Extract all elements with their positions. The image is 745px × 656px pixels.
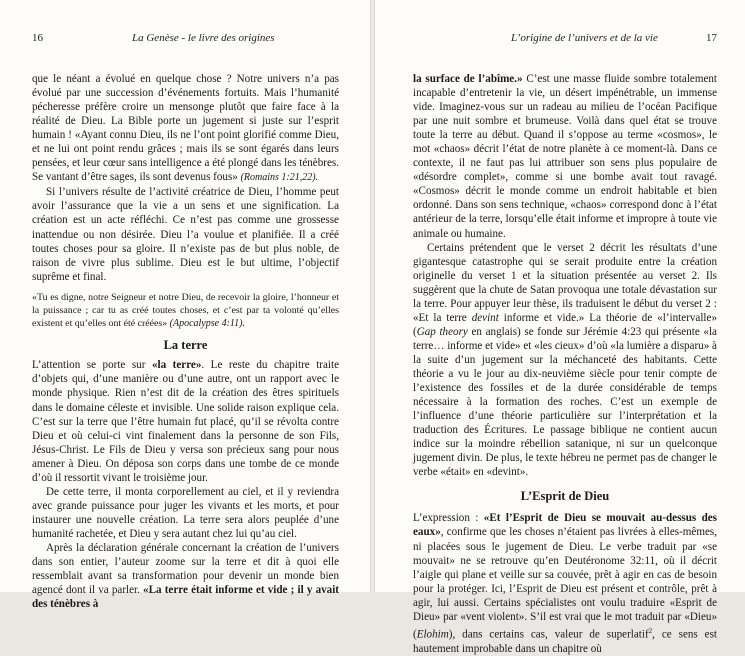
right-paragraph-3: L’expression : «Et l’Esprit de Dieu se mouvait au-dessus des eaux», confirme que les choses n’étaient pas livrées à elles-mêmes, ni placées sous le jugement de Dieu. Le verbe traduit par «se mouvait» ne se retrouve qu’en Deutéronome 32:11, où il décrit l’aigle qui plane et veille sur sa couvée, prêt à agir en cas de besoin pour la protéger. Ici, l’Esprit de Dieu est présent et contrôle, prêt à agir, lui aussi. Certains spécialistes ont voulu traduire «Esprit de Dieu» par «vent violent». S’il est vrai que le mot traduit par «Dieu» (Elohim), dans certains cas, valeur de superlatif$^2$, ce sens est hautement improbable dans un chapitre où [413, 512, 718, 655]
quote-reference: (Apocalypse 4:11). [169, 318, 245, 330]
section-heading-esprit-de-dieu: L’Esprit de Dieu [520, 489, 610, 504]
right-paragraph-1: la surface de l’abîme.» C’est une masse fluide sombre totalement incapable d’entretenir la vie, un désert impénétrable, un immense vide. Imaginez-vous sur un radeau au milieu de l’océan Pacifique par une nuit sombre et brumeuse. Voilà dans quel état se trouve toute la terre au début. Quand il s’oppose au terme «cosmos», le mot «chaos» décrit l’état de notre planète à ce moment-là. Dans ce contexte, il ne faut pas lui attribuer son sens plus populaire de «désordre complet», comme si une bombe avait tout ravagé. «Cosmos» décrit le monde comme un endroit habitable et bien ordonné. Dans son sens technique, «chaos» correspond donc à l’état antérieur de la terre, lorsqu’elle était informe et impropre à toute vie animale ou humaine. [413, 73, 718, 240]
footnote-marker: 2 [648, 626, 653, 635]
left-paragraph-1: que le néant a évolué en quelque chose ? Notre univers n’a pas évolué par une succession d’événements fortuits. Mais l’humanité pécheresse préfère croire un mensonge plutôt que faire face à la réalité de Dieu. La Bible porte un jugement si juste sur l’esprit humain ! «Ayant connu Dieu, ils ne l’ont point glorifié comme Dieu, et ne lui ont point rendu grâces ; mais ils se sont égarés dans leurs pensées, et leur cœur sans intelligence a été plongé dans les ténèbres. Se vantant d’être sages, ils sont devenus fous» (Romains 1:21,22). [32, 73, 339, 184]
right-header-title: L’origine de l’univers et de la vie [511, 32, 658, 44]
right-page-number: 17 [706, 32, 717, 44]
left-page [0, 0, 370, 611]
right-paragraph-2: Certains prétendent que le verset 2 décrit les résultats d’une gigantesque catastrophe qui se serait produite entre la création originelle du verset 1 et la situation présentée au verset 2. Ils suggèrent que la chute de Satan provoqua une totale dévastation sur la terre. Pour appuyer leur thèse, ils traduisent le début du verset 2 : «Et la terre devint informe et vide.» La théorie de «l’intervalle» (Gap theory en anglais) se fonde sur Jérémie 4:23 qui présente «la terre… informe et vide» et «les cieux» d’où «la lumière a disparu» à la suite d’un jugement sur la méchanceté des habitants. Cette théorie a vu le jour au dix-neuvième siècle pour tenir compte de l’existence des fossiles et de la durée considérable de temps nécessaire à la formation des roches. C’est un exemple de l’influence d’une théorie particulière sur l’interprétation et la traduction des Écritures. Le passage biblique ne contient aucun indice sur la moindre rébellion satanique, ni sur un quelconque jugement divin. De plus, le texte hébreu ne permet pas de changer le verbe «était» en «devint». [413, 241, 717, 479]
scripture-quote: «Tu es digne, notre Seigneur et notre Dieu, de recevoir la gloire, l’honneur et la puissance ; car tu as créé toutes choses, et c’est par ta volonté qu’elles existent et qu’elles ont été créées» (Apocalypse 4:11). [32, 291, 339, 330]
left-body [32, 72, 339, 611]
scripture-reference: (Romains 1:21,22). [240, 172, 319, 184]
left-paragraph-2: Si l’univers résulte de l’activité créatrice de Dieu, l’homme peut avoir l’assurance que la vie a un sens et une signification. La création est un acte réfléchi. Ce n’est pas comme une grossesse inattendue ou non désirée. Dieu l’a voulue et planifiée. Il a créé toutes choses pour sa gloire. Il n’existe pas de but plus noble, de raison de vivre plus sublime. Dieu est le but ultime, l’objectif suprême et final. [32, 186, 339, 283]
section-heading-la-terre: La terre [163, 338, 208, 353]
left-paragraph-4: De cette terre, il monta corporellement au ciel, et il y reviendra avec grande puissance pour juger les vivants et les morts, et pour instaurer une nouvelle création. La terre sera alors peuplée d’une humanité rachetée, et Dieu y sera autant chez lui qu’au ciel. [32, 485, 339, 540]
left-paragraph-5: Après la déclaration générale concernant la création de l’univers dans son entier, l’auteur zoome sur la terre et dit à quoi elle ressemblait avant sa transformation pour devenir un monde bien agencé dont il va parler. «La terre était informe et vide ; il y avait des ténèbres à [32, 541, 339, 611]
left-page-number: 16 [32, 32, 43, 44]
right-body [413, 72, 717, 656]
left-header-title: La Genèse - le livre des origines [132, 32, 275, 44]
right-page [375, 0, 745, 655]
left-paragraph-3: L’attention se porte sur «la terre». Le reste du chapitre traite d’objets qui, d’une manière ou d’une autre, ont un rapport avec le monde physique. Rien n’est dit de la création des êtres spirituels dans le domaine céleste et invisible. Une solide raison explique cela. C’est sur la terre que l’être humain fut placé, qu’il se révolta contre Dieu et où celui-ci vint finalement dans la personne de son Fils, Jésus-Christ. Le Fils de Dieu y versa son précieux sang pour nous amener à Dieu. On déposa son corps dans une tombe de ce monde d’où il ressortit vivant le troisième jour. [32, 359, 340, 484]
